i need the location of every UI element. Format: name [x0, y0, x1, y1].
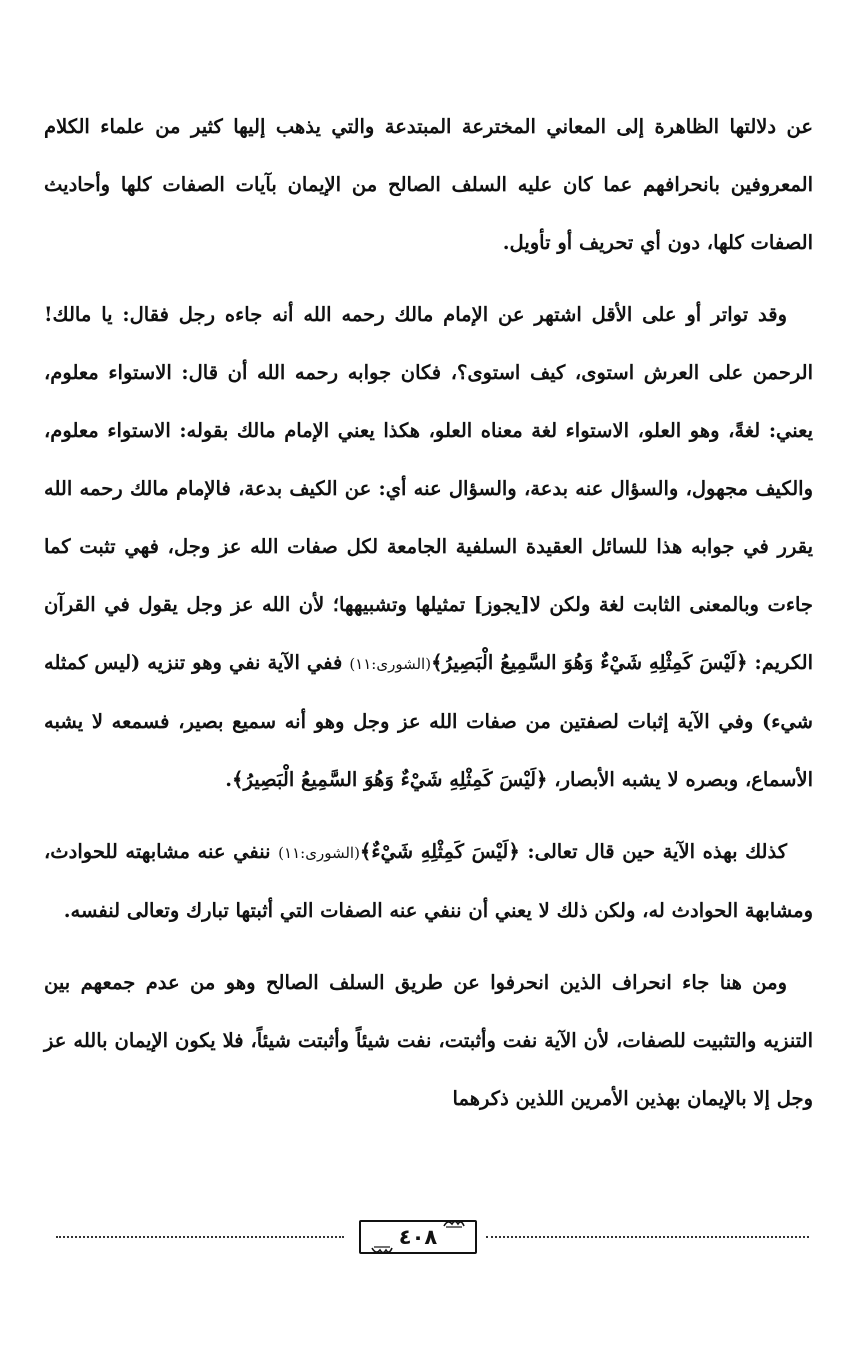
paragraph-text: كذلك بهذه الآية حين قال تعالى: [519, 840, 787, 863]
paragraph [44, 98, 813, 272]
verse-reference: (الشورى:١١) [278, 844, 360, 862]
page-number-frame [359, 1220, 477, 1254]
ornament-icon [371, 1246, 393, 1256]
paragraph-text: وقد تواتر أو على الأقل اشتهر عن الإمام مالك رحمه الله أنه جاءه رجل فقال: يا مالك! الرحمن على العرش استوى، كيف استوى؟، فكان جوابه رحمه الله أن قال: الاستواء معلوم، يعني: لغةً، وهو العلو، الاستواء لغة معناه العلو، هكذا يعني الإمام مالك بقوله: الاستواء معلوم، والكيف مجهول، والسؤال عنه بدعة، والسؤال عنه أي: عن الكيف بدعة، فالإمام مالك رحمه الله يقرر في جوابه هذا للسائل العقيدة السلفية الجامعة لكل صفات الله عز وجل، فهي تثبت كما جاءت وبالمعنى الثابت لغة ولكن لا[يجوز] تمثيلها وتشبيهها؛ لأن الله عز وجل يقول في القرآن الكريم: [44, 303, 813, 674]
footer-dotted-rule-right [486, 1236, 809, 1238]
paragraph-text: . [225, 768, 233, 791]
page-number: ٤٠٨ [398, 1225, 438, 1249]
quran-verse: ﴿لَيْسَ كَمِثْلِهِ شَيْءٌ﴾ [359, 840, 520, 863]
quran-verse: ﴿لَيْسَ كَمِثْلِهِ شَيْءٌ وَهُوَ السَّمِيعُ الْبَصِيرُ﴾ [232, 768, 548, 791]
quran-verse: ﴿لَيْسَ كَمِثْلِهِ شَيْءٌ وَهُوَ السَّمِيعُ الْبَصِيرُ﴾ [431, 651, 748, 674]
footer-dotted-rule-left [56, 1236, 344, 1238]
page-footer [56, 1218, 809, 1258]
paragraph-text: ومن هنا جاء انحراف الذين انحرفوا عن طريق السلف الصالح وهو من عدم جمعهم بين التنزيه والتثبيت للصفات، لأن الآية نفت وأثبتت، نفت شيئاً وأثبتت شيئاً، فلا يكون الإيمان بالله عز وجل إلا بالإيمان بهذين الأمرين اللذين ذكرهما [44, 971, 813, 1110]
verse-reference: (الشورى:١١) [349, 655, 432, 673]
paragraph [44, 823, 813, 940]
paragraph-text: عن دلالتها الظاهرة إلى المعاني المخترعة المبتدعة والتي يذهب إليها كثير من علماء الكلام المعروفين بانحرافهم عما كان عليه السلف الصالح من الإيمان بآيات الصفات كلها وأحاديث الصفات كلها، دون أي تحريف أو تأويل. [44, 115, 813, 254]
paragraph-text: ننفي عنه مشابهته للحوادث، ومشابهة الحوادث له، ولكن ذلك لا يعني أن ننفي عنه الصفات التي أثبتها تبارك وتعالى لنفسه. [44, 840, 813, 922]
paragraph [44, 286, 813, 809]
ornament-icon [443, 1218, 465, 1228]
body-text [44, 98, 813, 1142]
paragraph-text: ففي الآية نفي وهو تنزيه (ليس كمثله شيء) وفي الآية إثبات لصفتين من صفات الله عز وجل وهو أنه سميع بصير، فسمعه لا يشبه الأسماع، وبصره لا يشبه الأبصار، [44, 651, 813, 791]
paragraph [44, 954, 813, 1128]
